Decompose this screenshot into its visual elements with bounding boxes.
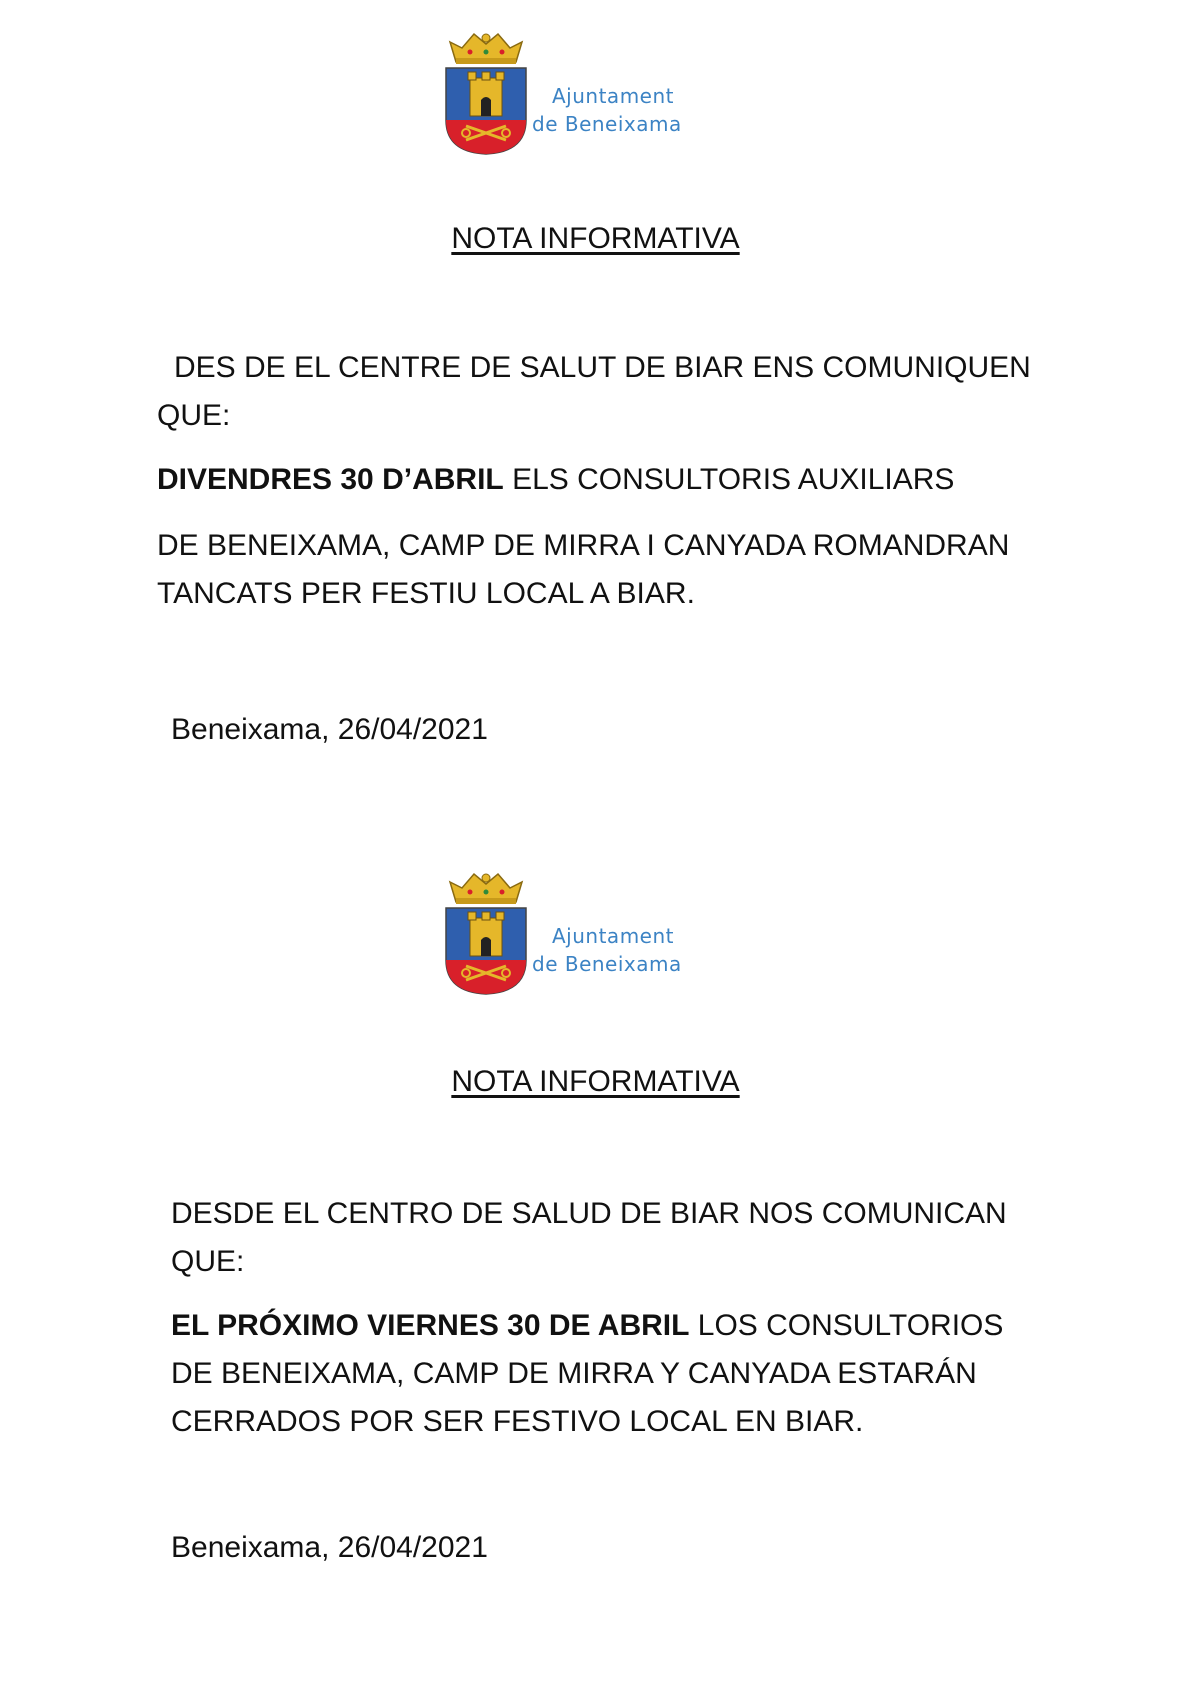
logo-text-line2: de Beneixama [532,112,682,136]
municipal-logo [440,28,740,168]
intro-line-2: QUE: [157,399,231,432]
highlighted-date: DIVENDRES 30 D’ABRIL [157,463,504,496]
intro-line-1: DES DE EL CENTRE DE SALUT DE BIAR ENS COMUNIQUEN [174,351,1031,384]
body-line-3: CERRADOS POR SER FESTIVO LOCAL EN BIAR. [171,1405,864,1438]
note-title: NOTA INFORMATIVA [451,1065,740,1098]
body-line-1 [157,456,954,504]
highlighted-date: EL PRÓXIMO VIERNES 30 DE ABRIL [171,1309,690,1342]
body-line-2: DE BENEIXAMA, CAMP DE MIRRA Y CANYADA ESTARÁN [171,1357,977,1390]
body-line-1-rest: LOS CONSULTORIOS [689,1309,1004,1342]
logo-text-line1: Ajuntament [552,84,674,108]
coat-of-arms-icon [440,868,532,998]
date-line: Beneixama, 26/04/2021 [171,713,488,746]
coat-of-arms-icon [440,28,532,158]
body-line-3: TANCATS PER FESTIU LOCAL A BIAR. [157,577,695,610]
body-line-2: DE BENEIXAMA, CAMP DE MIRRA I CANYADA ROMANDRAN [157,529,1010,562]
logo-text-line2: de Beneixama [532,952,682,976]
body-line-1-rest: ELS CONSULTORIS AUXILIARS [503,463,955,496]
note-title: NOTA INFORMATIVA [451,222,740,255]
intro-line-1: DESDE EL CENTRO DE SALUD DE BIAR NOS COMUNICAN [171,1197,1007,1230]
intro-line-2: QUE: [171,1245,245,1278]
date-line: Beneixama, 26/04/2021 [171,1531,488,1564]
logo-text-line1: Ajuntament [552,924,674,948]
municipal-logo [440,868,740,1008]
body-line-1 [171,1302,1003,1350]
